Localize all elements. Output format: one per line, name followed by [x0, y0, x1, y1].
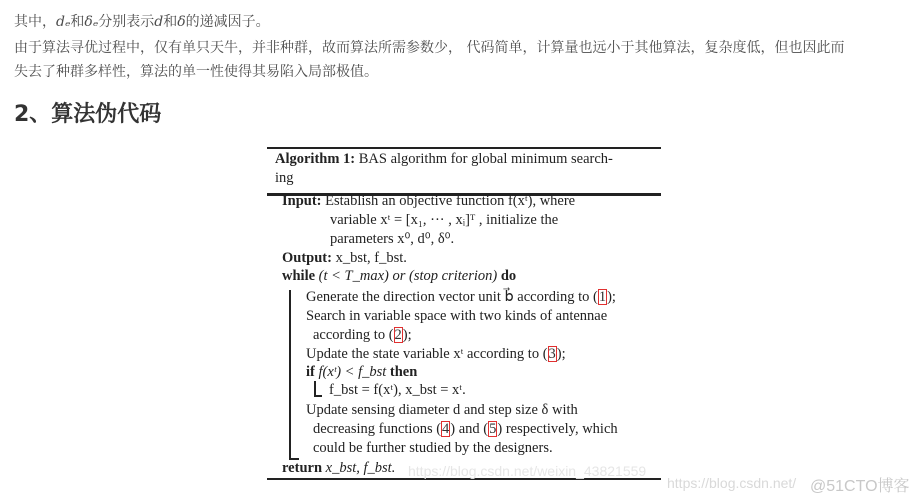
step-generate-direction: [306, 288, 616, 306]
text: );: [556, 346, 566, 362]
if-line: [306, 363, 417, 381]
math-var: d: [154, 14, 164, 30]
return-keyword: return: [282, 460, 323, 476]
caption-continued: ing: [275, 170, 294, 186]
page-watermark: https://blog.csdn.net/: [667, 475, 797, 491]
input-line: [282, 192, 575, 210]
step-search-cont: [313, 326, 412, 344]
caption-text: BAS algorithm for global minimum search-: [355, 151, 613, 167]
text: );: [402, 327, 412, 343]
step-update-sensing-cont2: could be further studied by the designers.: [313, 440, 553, 456]
algorithm-caption: [275, 150, 613, 168]
text: );: [607, 289, 616, 305]
math-var: δₑ: [84, 14, 99, 30]
then-keyword: then: [389, 364, 418, 380]
image-watermark: https://blog.csdn.net/weixin_43821559: [408, 463, 647, 479]
input-label: Input:: [282, 193, 322, 209]
equation-ref-link[interactable]: 5: [489, 421, 497, 437]
math-var: dₑ: [56, 14, 71, 30]
paragraph-algorithm-summary-line1: 由于算法寻优过程中，仅有单只天牛，并非种群，故而算法所需参数少， 代码简单，计算量也远小于其他算法，复杂度低，但也因此而: [14, 40, 845, 56]
while-condition: (t < T_max) or (stop criterion): [315, 268, 501, 284]
text: ) and (: [450, 421, 489, 437]
equation-ref-link[interactable]: 3: [548, 346, 556, 362]
step-update-sensing: Update sensing diameter d and step size δ with: [306, 402, 578, 418]
while-keyword: while: [282, 268, 316, 284]
math-var: δ: [177, 14, 186, 30]
text: according to (: [313, 327, 394, 343]
equation-ref-link[interactable]: 4: [442, 421, 450, 437]
text: 分别表示: [98, 14, 155, 30]
return-value: x_bst, f_bst.: [322, 460, 396, 476]
while-line: [282, 267, 516, 285]
equation-ref-link[interactable]: 2: [394, 327, 402, 343]
top-rule: [267, 147, 661, 149]
text: Generate the direction vector unit b⃗ according to (: [306, 289, 598, 305]
section-heading: 2、算法伪代码: [14, 102, 162, 127]
paragraph-algorithm-summary-line2: 失去了种群多样性，算法的单一性使得其易陷入局部极值。: [14, 64, 378, 80]
text: 的递减因子。: [185, 14, 270, 30]
loop-bracket: [289, 290, 291, 460]
text: 和: [163, 14, 178, 30]
output-line: [282, 249, 407, 267]
site-watermark: @51CTO博客: [810, 478, 910, 495]
text: decreasing functions (: [313, 421, 442, 437]
step-update-sensing-cont: [313, 420, 618, 438]
text: ) respectively, which: [497, 421, 618, 437]
algorithm-figure: [267, 145, 661, 483]
return-line: [282, 459, 395, 477]
caption-label: Algorithm 1:: [275, 151, 356, 167]
input-text: Establish an objective function f(xᵗ), where: [321, 193, 576, 209]
step-search: Search in variable space with two kinds of antennae: [306, 308, 608, 324]
input-line-2: variable xᵗ = [x₁, ··· , xᵢ]ᵀ , initialize the: [330, 212, 559, 228]
if-keyword: if: [306, 364, 315, 380]
input-line-3: parameters x⁰, d⁰, δ⁰.: [330, 231, 455, 247]
step-update-state: [306, 345, 566, 363]
if-bracket-foot: [314, 395, 322, 397]
output-label: Output:: [282, 250, 332, 266]
paragraph-decay-factors: [14, 10, 270, 34]
equation-ref-link[interactable]: 1: [598, 289, 607, 305]
do-keyword: do: [500, 268, 517, 284]
text: Update the state variable xᵗ according to (: [306, 346, 548, 362]
if-condition: f(xᵗ) < f_bst: [314, 364, 390, 380]
text: 其中，: [14, 14, 56, 30]
if-body: f_bst = f(xᵗ), x_bst = xᵗ.: [329, 382, 466, 398]
output-text: x_bst, f_bst.: [331, 250, 407, 266]
text: 和: [70, 14, 85, 30]
